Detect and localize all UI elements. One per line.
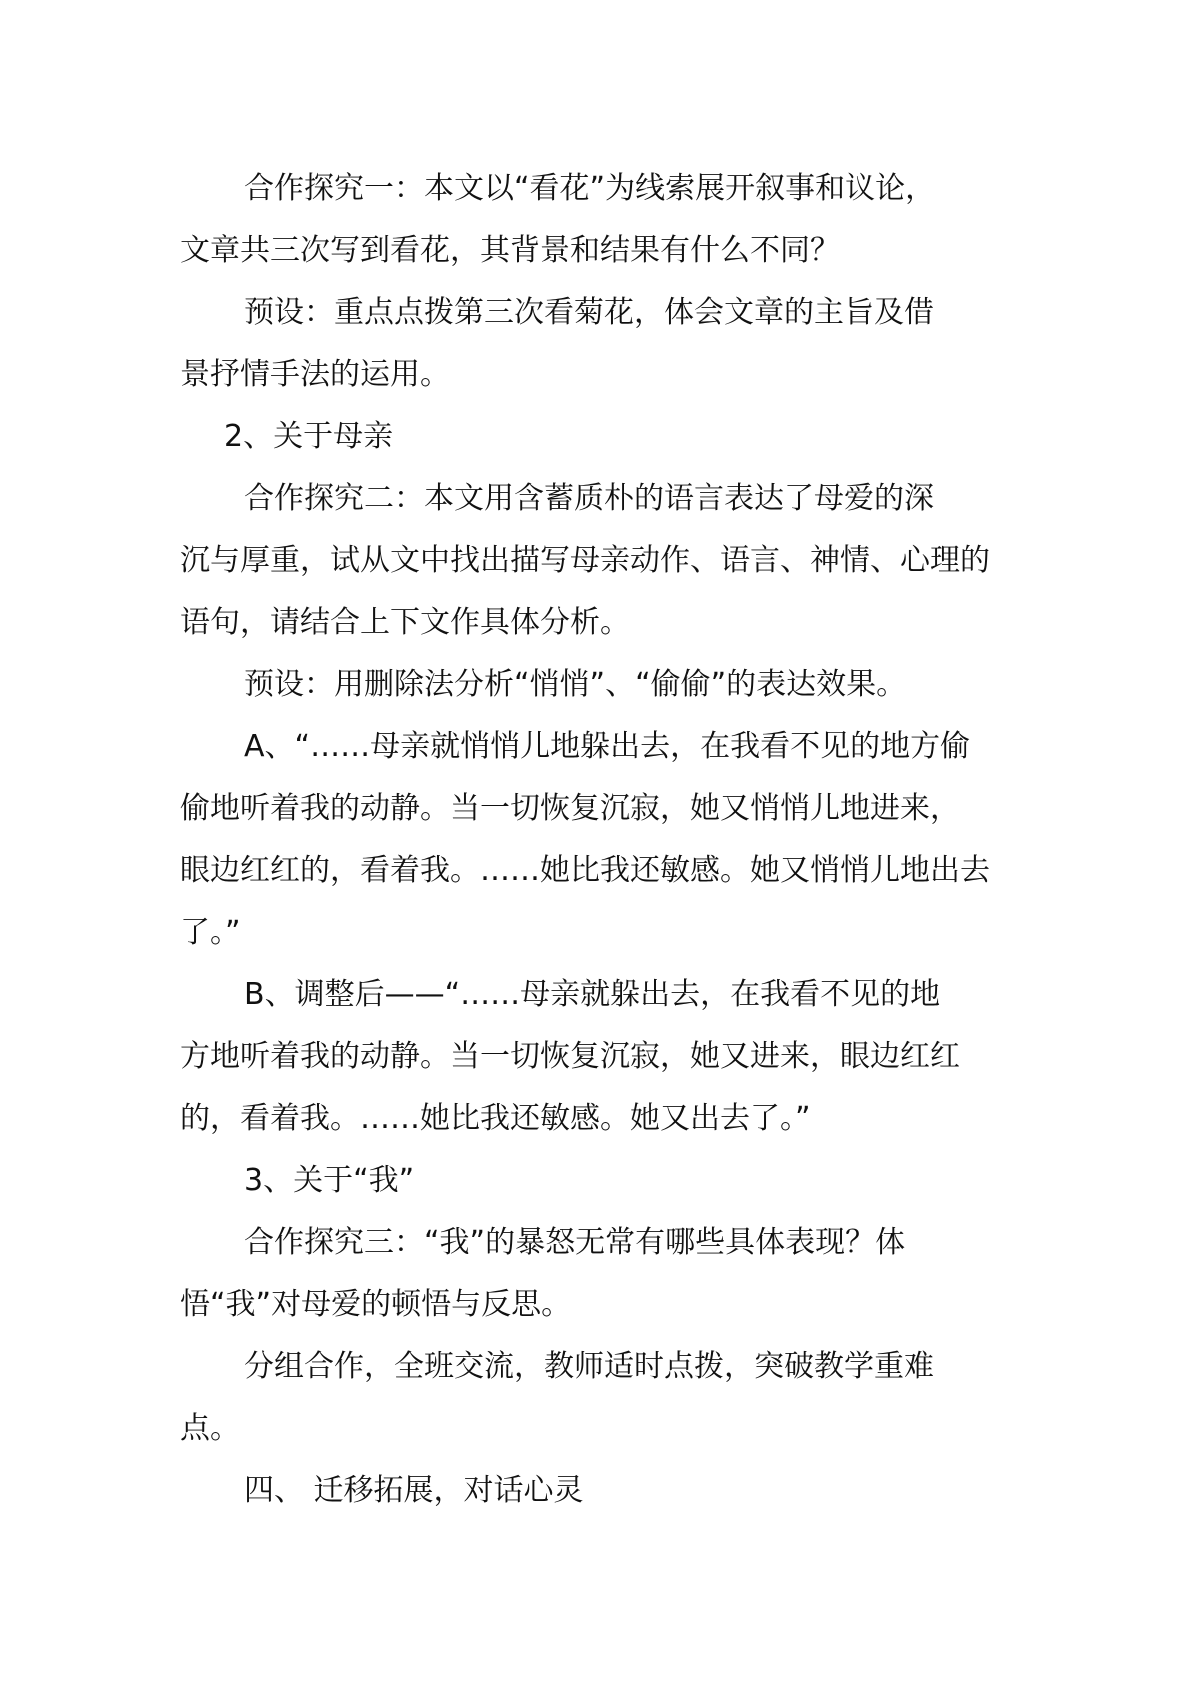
paragraph-line: 文章共三次写到看花，其背景和结果有什么不同？	[180, 233, 840, 268]
section-heading: 2、关于母亲	[224, 419, 394, 454]
paragraph-line: 景抒情手法的运用。	[180, 357, 450, 392]
paragraph-line: 合作探究二：本文用含蓄质朴的语言表达了母爱的深	[244, 481, 934, 516]
paragraph-line: 眼边红红的，看着我。……她比我还敏感。她又悄悄儿地出去	[180, 853, 990, 888]
paragraph-line: 合作探究三：“我”的暴怒无常有哪些具体表现？体	[244, 1225, 906, 1260]
paragraph-line: 预设：用删除法分析“悄悄”、“偷偷”的表达效果。	[244, 667, 907, 702]
paragraph-line: 了。”	[180, 915, 241, 950]
paragraph-line: 方地听着我的动静。当一切恢复沉寂，她又进来，眼边红红	[180, 1039, 960, 1074]
document-body	[180, 158, 1020, 1522]
paragraph-line: 悟“我”对母爱的顿悟与反思。	[180, 1287, 572, 1322]
section-heading: 3、关于“我”	[244, 1163, 415, 1198]
paragraph-line: 合作探究一：本文以“看花”为线索展开叙事和议论，	[244, 171, 936, 206]
paragraph-line: 预设：重点点拨第三次看菊花，体会文章的主旨及借	[244, 295, 934, 330]
paragraph-line: B、调整后——“……母亲就躲出去，在我看不见的地	[244, 977, 941, 1012]
paragraph-line: 分组合作，全班交流，教师适时点拨，突破教学重难	[244, 1349, 934, 1384]
paragraph-line: 语句，请结合上下文作具体分析。	[180, 605, 630, 640]
section-heading: 四、 迁移拓展，对话心灵	[244, 1473, 584, 1508]
paragraph-line: 的，看着我。……她比我还敏感。她又出去了。”	[180, 1101, 811, 1136]
paragraph-line: 偷地听着我的动静。当一切恢复沉寂，她又悄悄儿地进来，	[180, 791, 960, 826]
paragraph-line: 点。	[180, 1411, 240, 1446]
paragraph-line: 沉与厚重，试从文中找出描写母亲动作、语言、神情、心理的	[180, 543, 990, 578]
paragraph-line: A、“……母亲就悄悄儿地躲出去，在我看不见的地方偷	[244, 729, 971, 764]
